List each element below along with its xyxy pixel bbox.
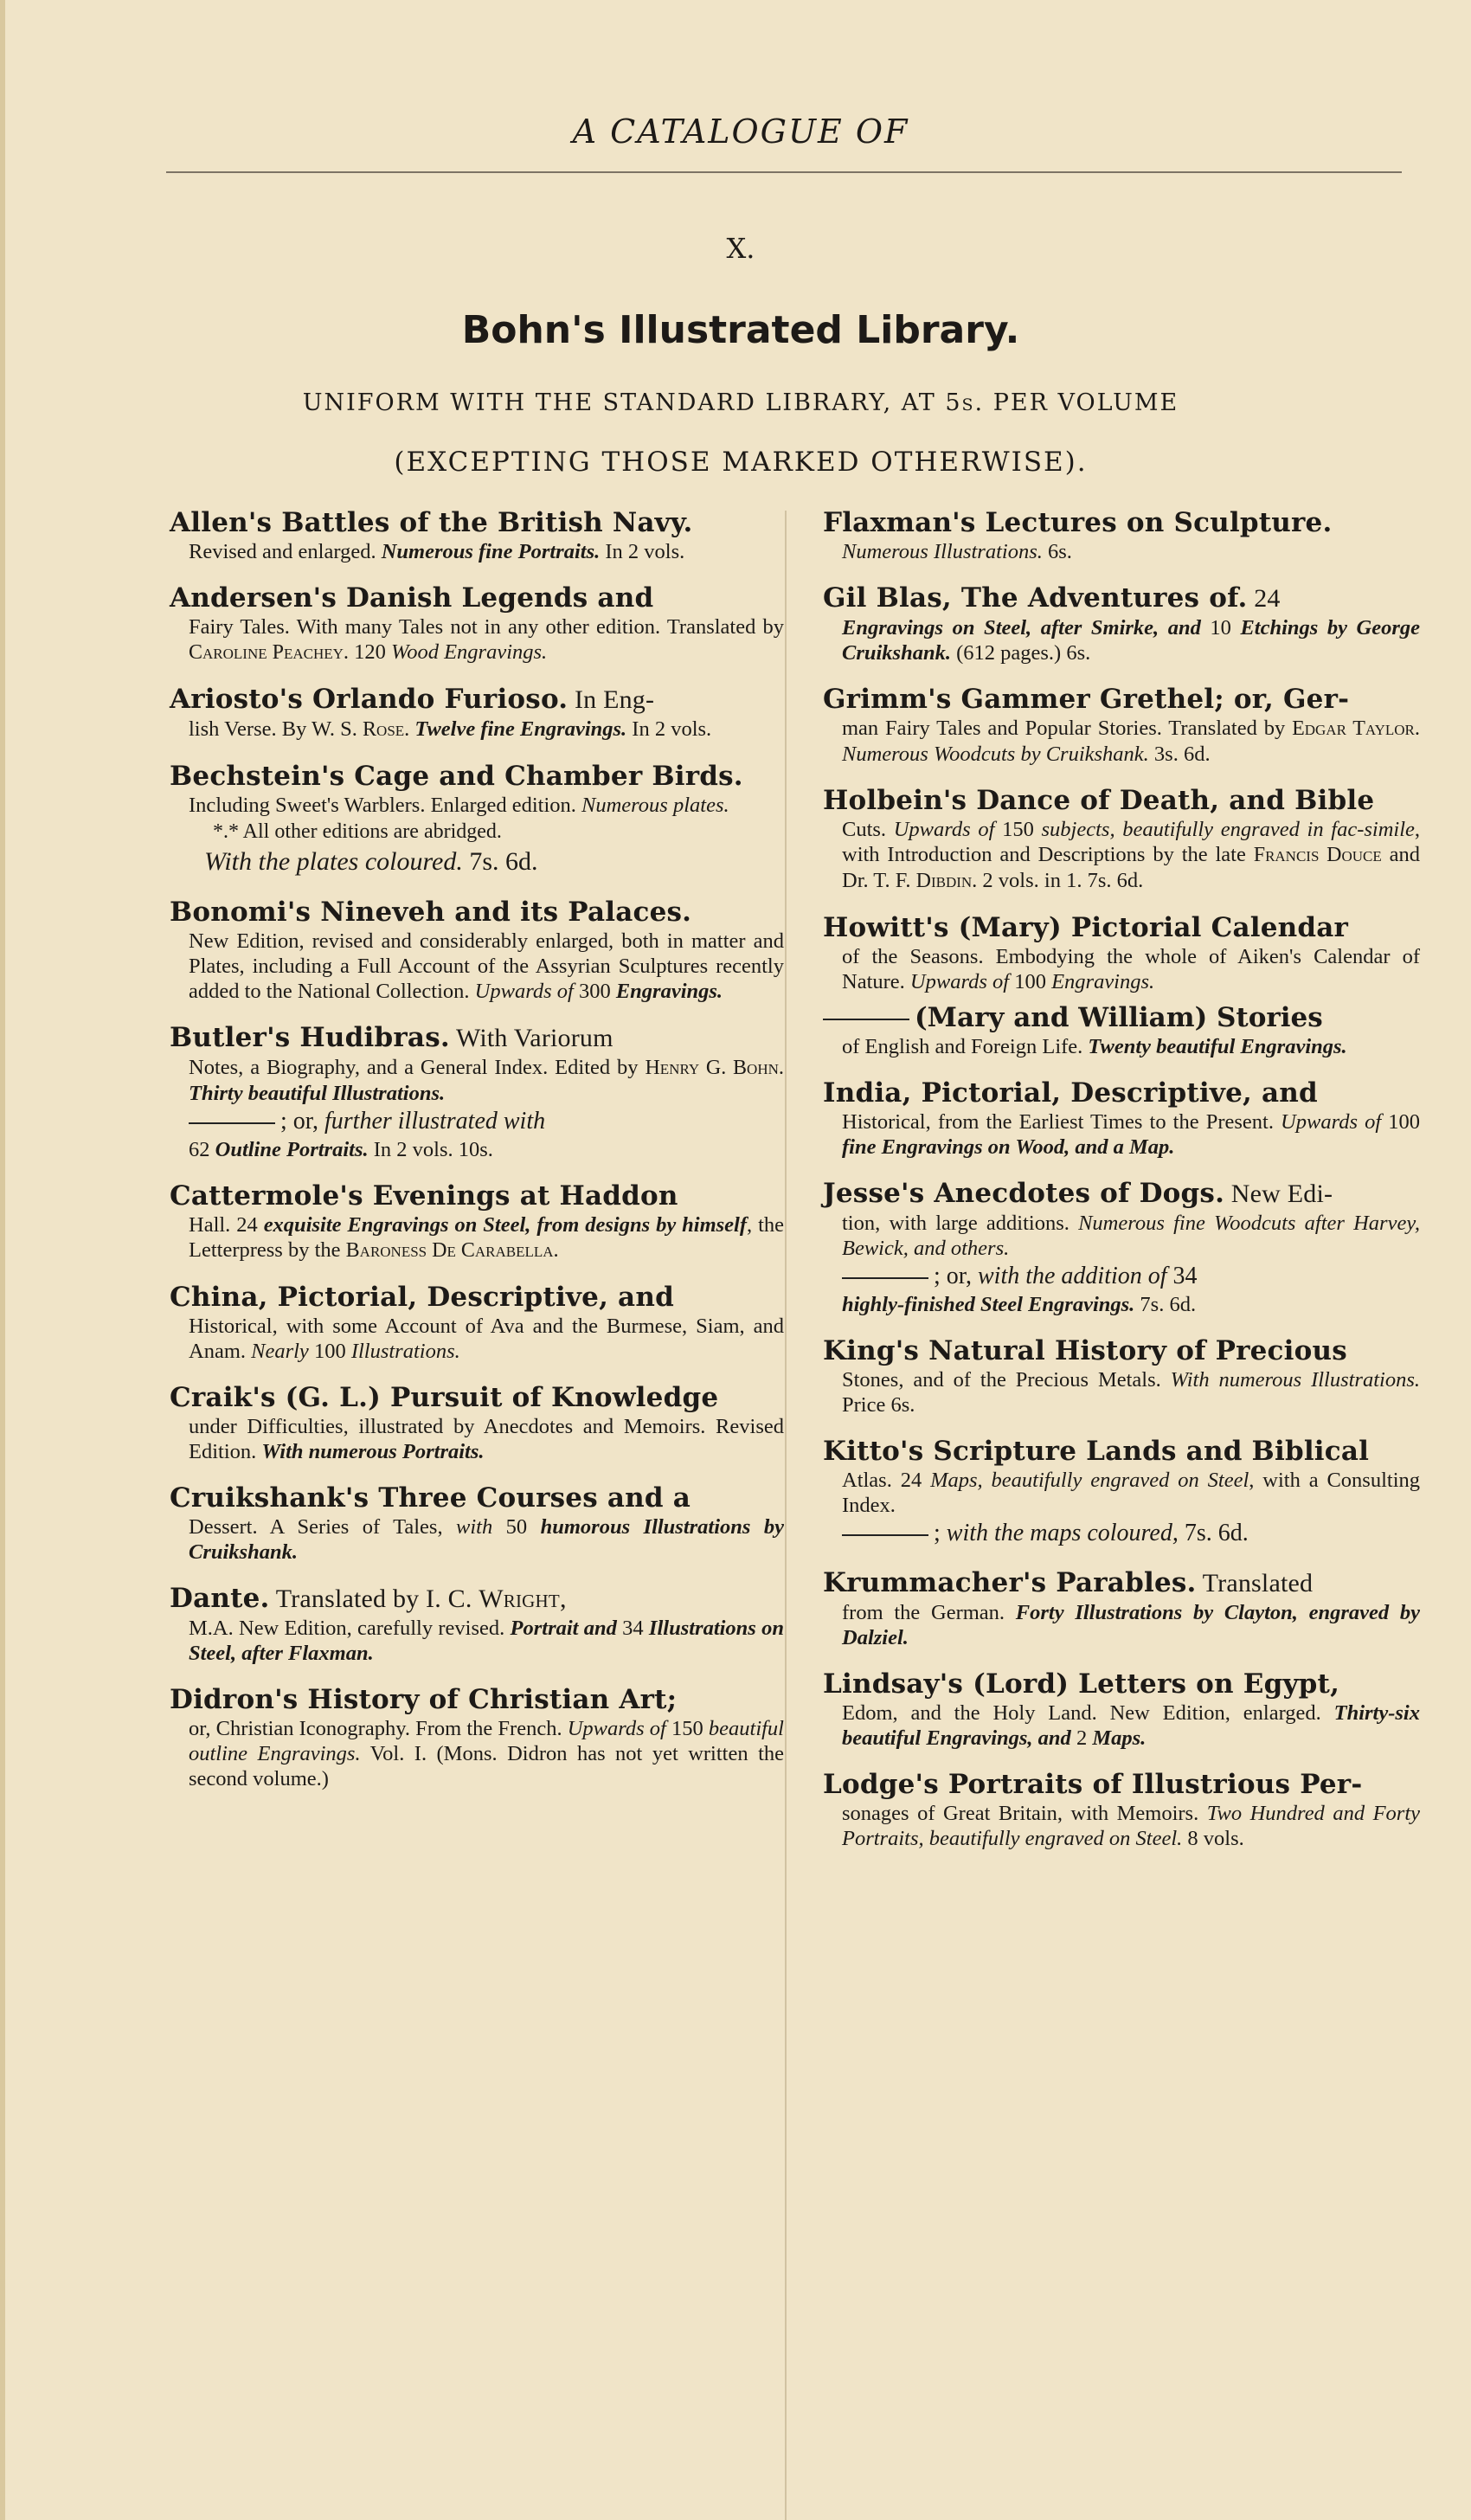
entry-title: Cruikshank's Three Courses and a [170, 1482, 691, 1514]
entry-description: under Difficulties, illustrated by Anecdotes and Memoirs. Revised Edition. With numerous Portraits. [189, 1415, 784, 1463]
catalogue-entry [170, 1683, 784, 1791]
left-column [170, 506, 784, 1809]
entry-description: Revised and enlarged. Numerous fine Portraits. In 2 vols. [189, 540, 685, 563]
entry-title: Butler's Hudibras. With Variorum [170, 1022, 613, 1053]
catalogue-entry [823, 1668, 1420, 1751]
running-head: A CATALOGUE OF [572, 112, 909, 151]
catalogue-entry [823, 1177, 1420, 1317]
entry-title: Ariosto's Orlando Furioso. In Eng- [170, 684, 655, 715]
entry-title: Howitt's (Mary) Pictorial Calendar [823, 912, 1349, 943]
entry-description: Atlas. 24 Maps, beautifully engraved on Steel, with a Consulting Index. [842, 1469, 1421, 1517]
entry-title: Allen's Battles of the British Navy. [170, 507, 693, 538]
entry-variant: ; or, further illustrated with [170, 1106, 784, 1137]
ditto-dash [842, 1534, 928, 1536]
entry-description: Dessert. A Series of Tales, with 50 humorous Illustrations by Cruikshank. [189, 1515, 785, 1564]
catalogue-entry [823, 1435, 1420, 1549]
entry-description: Historical, with some Account of Ava and the Burmese, Siam, and Anam. Nearly 100 Illustrations. [189, 1315, 784, 1363]
entry-description: Historical, from the Earliest Times to the Present. Upwards of 100 fine Engravings on Wood, and a Map. [842, 1110, 1420, 1159]
entry-title: Craik's (G. L.) Pursuit of Knowledge [170, 1382, 719, 1413]
entry-subtitle: (Mary and William) Stories [823, 1001, 1420, 1034]
catalogue-entry [170, 896, 784, 1004]
entry-title: Bechstein's Cage and Chamber Birds. [170, 761, 743, 792]
subtitle-line-2: (EXCEPTING THOSE MARKED OTHERWISE). [394, 447, 1088, 478]
entry-title: India, Pictorial, Descriptive, and [823, 1077, 1318, 1109]
header-rule [166, 171, 1402, 173]
entry-variant: With the plates coloured. 7s. 6d. [204, 847, 538, 876]
entry-description: Cuts. Upwards of 150 subjects, beautifully engraved in fac-simile, with Introduction and Descriptions by the late Francis Douce and Dr. T. F. Dibdin. 2 vols. in 1. 7s. 6d. [842, 818, 1421, 892]
right-column [823, 506, 1420, 1868]
column-divider [785, 511, 787, 2520]
entry-title: Bonomi's Nineveh and its Palaces. [170, 897, 692, 928]
catalogue-entry [170, 506, 784, 564]
entry-description: M.A. New Edition, carefully revised. Portrait and 34 Illustrations on Steel, after Flaxman. [189, 1617, 784, 1665]
entry-description: Including Sweet's Warblers. Enlarged edition. Numerous plates. [189, 794, 729, 817]
ditto-dash [189, 1122, 275, 1124]
entry-variant-detail: highly-finished Steel Engravings. 7s. 6d. [842, 1293, 1197, 1316]
catalogue-entry [823, 1334, 1420, 1418]
catalogue-entry [823, 911, 1420, 1059]
entry-description: Hall. 24 exquisite Engravings on Steel, from designs by himself, the Letterpress by the Baroness De Carabella. [189, 1213, 785, 1262]
catalogue-entry [823, 784, 1420, 894]
entry-title: Lodge's Portraits of Illustrious Per- [823, 1769, 1363, 1800]
entry-description: or, Christian Iconography. From the French. Upwards of 150 beautiful outline Engravings. Vol. I. (Mons. Didron has not yet written the second volume.) [189, 1717, 784, 1790]
entry-title: Kitto's Scripture Lands and Biblical [823, 1436, 1370, 1467]
catalogue-entry [170, 1582, 784, 1666]
catalogue-entry [823, 683, 1420, 767]
entry-variant-detail: 62 Outline Portraits. In 2 vols. 10s. [189, 1138, 493, 1161]
entry-description: lish Verse. By W. S. Rose. Twelve fine Engravings. In 2 vols. [189, 717, 712, 741]
catalogue-entry [823, 506, 1420, 564]
entry-description: Engravings on Steel, after Smirke, and 10 Etchings by George Cruikshank. (612 pages.) 6s. [842, 616, 1420, 665]
entry-title: Lindsay's (Lord) Letters on Egypt, [823, 1668, 1340, 1700]
entry-description: of the Seasons. Embodying the whole of Aiken's Calendar of Nature. Upwards of 100 Engravings. [842, 945, 1420, 993]
entry-title: Grimm's Gammer Grethel; or, Ger- [823, 684, 1350, 715]
catalogue-entry [170, 1021, 784, 1162]
catalogue-entry [823, 1566, 1420, 1650]
entry-description: Numerous Illustrations. 6s. [842, 540, 1072, 563]
entry-note: *.* All other editions are abridged. [213, 820, 502, 843]
entry-title: King's Natural History of Precious [823, 1335, 1347, 1366]
ditto-dash [842, 1277, 928, 1279]
entry-title: Holbein's Dance of Death, and Bible [823, 785, 1375, 816]
ditto-dash [823, 1019, 909, 1020]
catalogue-entry [823, 582, 1420, 665]
entry-title: Didron's History of Christian Art; [170, 1684, 678, 1715]
entry-title: Gil Blas, The Adventures of. 24 [823, 582, 1281, 614]
catalogue-entry [170, 1180, 784, 1263]
entry-title: Jesse's Anecdotes of Dogs. New Edi- [823, 1178, 1333, 1209]
entry-variant: ; or, with the addition of 34 [823, 1261, 1420, 1292]
catalogue-entry [170, 683, 784, 742]
catalogue-entry [170, 1281, 784, 1364]
section-title: Bohn's Illustrated Library. [461, 308, 1020, 352]
entry-subdescription: of English and Foreign Life. Twenty beautiful Engravings. [842, 1035, 1347, 1058]
catalogue-entry [823, 1077, 1420, 1160]
catalogue-entry [170, 1381, 784, 1464]
catalogue-entry [170, 582, 784, 665]
entry-description: Stones, and of the Precious Metals. With numerous Illustrations. Price 6s. [842, 1368, 1420, 1417]
entry-description: from the German. Forty Illustrations by Clayton, engraved by Dalziel. [842, 1601, 1421, 1649]
entry-title: Cattermole's Evenings at Haddon [170, 1180, 678, 1212]
entry-title: Andersen's Danish Legends and [170, 582, 654, 614]
catalogue-entry [823, 1768, 1420, 1851]
catalogue-entry [170, 1482, 784, 1565]
entry-description: New Edition, revised and considerably enlarged, both in matter and Plates, including a Full Account of the Assyrian Sculptures recently added to the National Collection. Upwards of 300 Engravings. [189, 929, 784, 1003]
entry-description: man Fairy Tales and Popular Stories. Translated by Edgar Taylor. Numerous Woodcuts by Cruikshank. 3s. 6d. [842, 717, 1420, 766]
entry-title: Dante. Translated by I. C. Wright, [170, 1583, 567, 1614]
entry-description: Notes, a Biography, and a General Index. Edited by Henry G. Bohn. Thirty beautiful Illustrations. [189, 1056, 785, 1105]
entry-description: sonages of Great Britain, with Memoirs. Two Hundred and Forty Portraits, beautifully engraved on Steel. 8 vols. [842, 1802, 1420, 1850]
entry-description: Edom, and the Holy Land. New Edition, enlarged. Thirty-six beautiful Engravings, and 2 Maps. [842, 1701, 1420, 1750]
entry-title: Krummacher's Parables. Translated [823, 1567, 1314, 1598]
subtitle-line-1: UNIFORM WITH THE STANDARD LIBRARY, AT 5s. PER VOLUME [302, 389, 1179, 416]
section-number: X. [726, 232, 755, 265]
entry-description: tion, with large additions. Numerous fine Woodcuts after Harvey, Bewick, and others. [842, 1212, 1420, 1260]
catalogue-entry [170, 760, 784, 878]
entry-description: Fairy Tales. With many Tales not in any other edition. Translated by Caroline Peachey. 120 Wood Engravings. [189, 615, 784, 664]
entry-title: Flaxman's Lectures on Sculpture. [823, 507, 1333, 538]
entry-title: China, Pictorial, Descriptive, and [170, 1282, 674, 1313]
entry-variant: ; with the maps coloured, 7s. 6d. [823, 1518, 1420, 1549]
